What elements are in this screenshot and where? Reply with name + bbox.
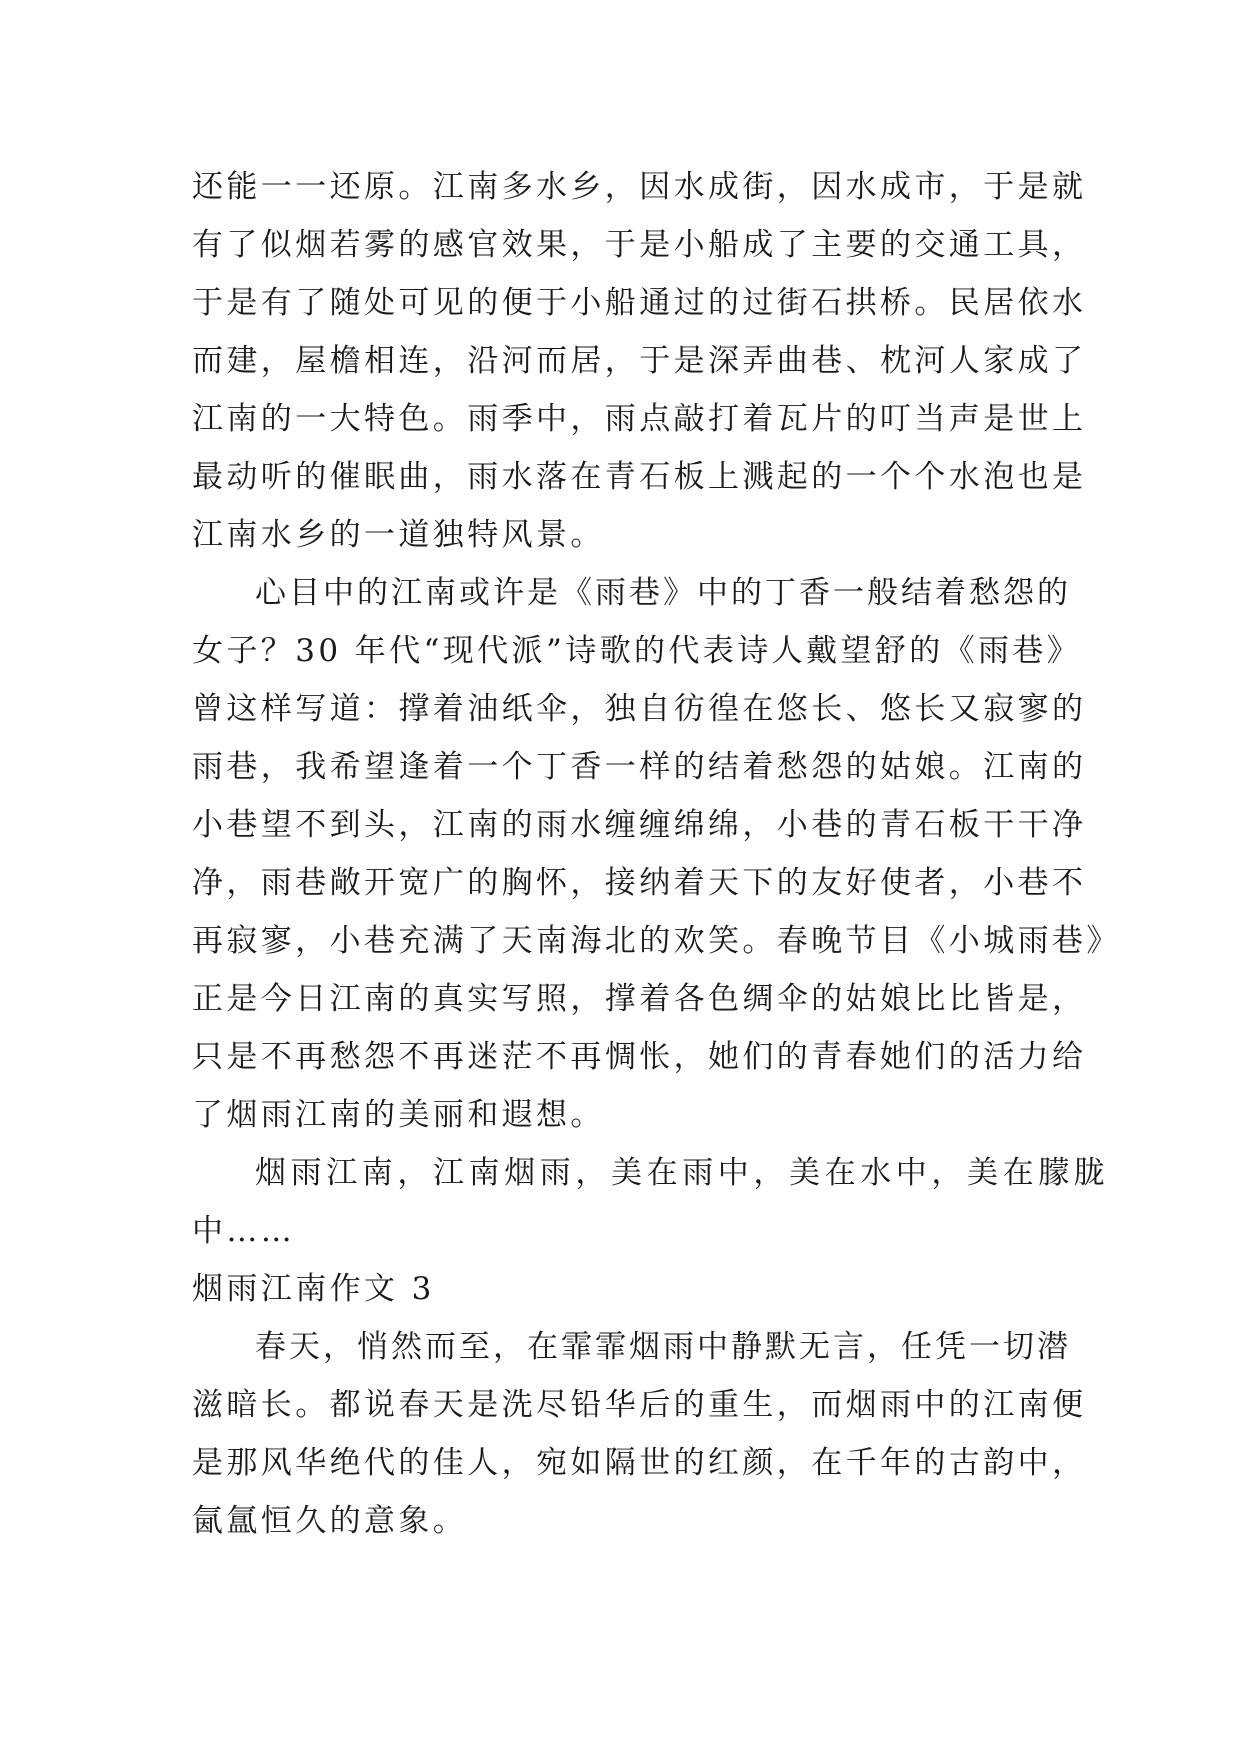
paragraph-line: 正是今日江南的真实写照，撑着各色绸伞的姑娘比比皆是， <box>192 981 1087 1017</box>
document-page <box>192 158 1121 1550</box>
paragraph-line: 春天，悄然而至，在霏霏烟雨中静默无言，任凭一切潜 <box>255 1329 1071 1365</box>
paragraph-line: 滋暗长。都说春天是洗尽铅华后的重生，而烟雨中的江南便 <box>192 1387 1087 1423</box>
paragraph-line: 是那风华绝代的佳人，宛如隔世的红颜，在千年的古韵中， <box>192 1445 1087 1481</box>
paragraph-line: 最动听的催眠曲，雨水落在青石板上溅起的一个个水泡也是 <box>192 459 1087 495</box>
paragraph-line: 还能一一还原。江南多水乡，因水成街，因水成市，于是就 <box>192 169 1087 205</box>
paragraph-line: 有了似烟若雾的感官效果，于是小船成了主要的交通工具， <box>192 227 1087 263</box>
paragraph-line: 中…… <box>192 1213 296 1249</box>
paragraph-line: 江南水乡的一道独特风景。 <box>192 517 605 553</box>
paragraph-line: 心目中的江南或许是《雨巷》中的丁香一般结着愁怨的 <box>255 575 1071 611</box>
paragraph-line: 江南的一大特色。雨季中，雨点敲打着瓦片的叮当声是世上 <box>192 401 1087 437</box>
paragraph-line: 小巷望不到头，江南的雨水缠缠绵绵，小巷的青石板干干净 <box>192 807 1087 843</box>
section-heading: 烟雨江南作文 3 <box>192 1271 435 1307</box>
paragraph-line: 于是有了随处可见的便于小船通过的过街石拱桥。民居依水 <box>192 285 1087 321</box>
paragraph-line: 再寂寥，小巷充满了天南海北的欢笑。春晚节目《小城雨巷》 <box>192 923 1121 959</box>
paragraph-line: 烟雨江南，江南烟雨，美在雨中，美在水中，美在朦胧 <box>255 1155 1110 1191</box>
paragraph-line: 雨巷，我希望逢着一个丁香一样的结着愁怨的姑娘。江南的 <box>192 749 1087 785</box>
paragraph-line: 只是不再愁怨不再迷茫不再惆怅，她们的青春她们的活力给 <box>192 1039 1087 1075</box>
paragraph-line: 曾这样写道：撑着油纸伞，独自彷徨在悠长、悠长又寂寥的 <box>192 691 1087 727</box>
paragraph-line: 女子？30 年代“现代派”诗歌的代表诗人戴望舒的《雨巷》 <box>192 633 1082 669</box>
paragraph-line: 氤氲恒久的意象。 <box>192 1503 468 1539</box>
paragraph-line: 了烟雨江南的美丽和遐想。 <box>192 1097 605 1133</box>
paragraph-line: 净，雨巷敞开宽广的胸怀，接纳着天下的友好使者，小巷不 <box>192 865 1087 901</box>
paragraph-line: 而建，屋檐相连，沿河而居，于是深弄曲巷、枕河人家成了 <box>192 343 1087 379</box>
